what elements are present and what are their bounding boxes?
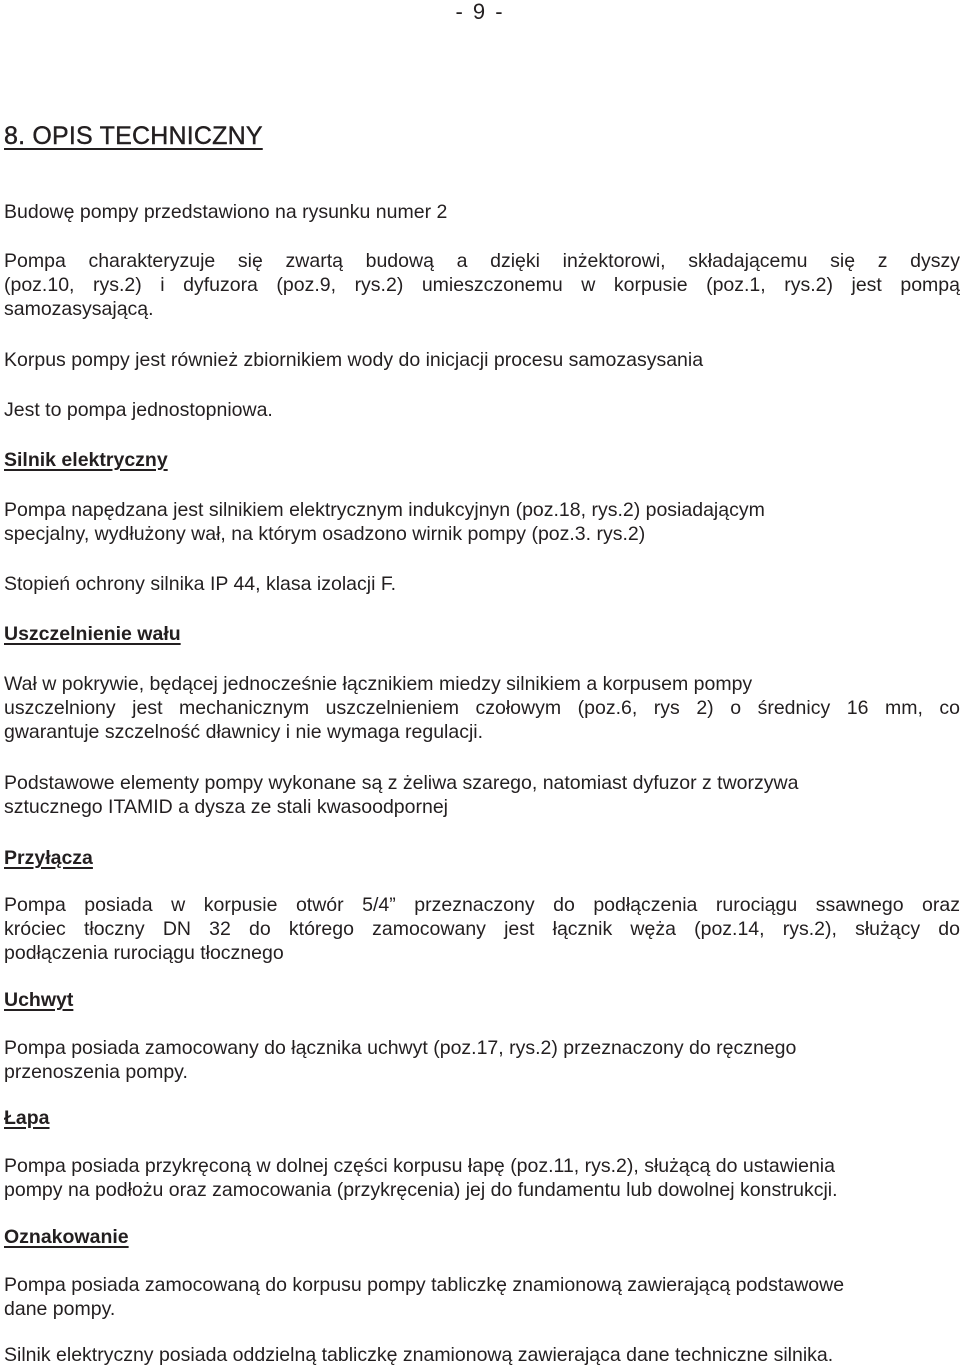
text-line: sztucznego ITAMID a dysza ze stali kwasoodpornej (4, 796, 449, 818)
text-line: Stopień ochrony silnika IP 44, klasa izolacji F. (4, 573, 397, 595)
lapa-paragraph-1 (4, 1154, 960, 1202)
text-line: pompy na podłożu oraz zamocowania (przykręcenia) jej do fundamentu lub dowolnej konstrukcji. (4, 1179, 838, 1201)
heading-uszczelnienie-walu: Uszczelnienie wału (4, 623, 181, 645)
text-line: Pompa napędzana jest silnikiem elektrycznym indukcyjnyn (poz.18, rys.2) posiadającym (4, 499, 765, 521)
text-line: dane pompy. (4, 1298, 116, 1320)
text-line: Podstawowe elementy pompy wykonane są z żeliwa szarego, natomiast dyfuzor z tworzywa (4, 772, 799, 794)
text-line: Silnik elektryczny posiada oddzielną tabliczkę znamionową zawierająca dane techniczne silnika. (4, 1344, 834, 1366)
page-number: - 9 - (455, 0, 505, 24)
text-line: samozasysającą. (4, 298, 154, 320)
text-line: Wał w pokrywie, będącej jednocześnie łącznikiem miedzy silnikiem a korpusem pompy (4, 673, 753, 695)
text-line: przenoszenia pompy. (4, 1061, 188, 1083)
text-line: podłączenia rurociągu tłocznego (4, 942, 284, 964)
text-line: (poz.10, rys.2) i dyfuzora (poz.9, rys.2) umieszczonemu w korpusie (poz.1, rys.2) jest pompą (4, 274, 960, 296)
heading-lapa: Łapa (4, 1107, 50, 1129)
oznakowanie-paragraph-1 (4, 1273, 960, 1321)
uszczelnienie-paragraph-2 (4, 771, 960, 819)
intro-paragraph-2 (4, 249, 960, 321)
text-line: specjalny, wydłużony wał, na którym osadzono wirnik pompy (poz.3. rys.2) (4, 523, 646, 545)
section-title: 8. OPIS TECHNICZNY (4, 122, 263, 150)
text-line: Pompa posiada zamocowaną do korpusu pompy tabliczkę znamionową zawierającą podstawowe (4, 1274, 845, 1296)
text-line: Pompa posiada przykręconą w dolnej części korpusu łapę (poz.11, rys.2), służącą do ustawienia (4, 1155, 835, 1177)
przylacza-paragraph-1 (4, 893, 960, 965)
text-line: gwarantuje szczelność dławnicy i nie wymaga regulacji. (4, 721, 484, 743)
heading-przylacza: Przyłącza (4, 847, 93, 869)
text-line: uszczelniony jest mechanicznym uszczelnieniem czołowym (poz.6, rys 2) o średnicy 16 mm, co (4, 697, 960, 719)
heading-uchwyt: Uchwyt (4, 989, 74, 1011)
heading-silnik-elektryczny: Silnik elektryczny (4, 449, 168, 471)
text-line: Korpus pompy jest również zbiornikiem wody do inicjacji procesu samozasysania (4, 349, 704, 371)
text-line: króciec tłoczny DN 32 do którego zamocowany jest łącznik węża (poz.14, rys.2), służący do (4, 918, 960, 940)
text-line: Budowę pompy przedstawiono na rysunku numer 2 (4, 201, 448, 223)
text-line: Pompa posiada w korpusie otwór 5/4” przeznaczony do podłączenia rurociągu ssawnego oraz (4, 894, 960, 916)
silnik-paragraph-2 (4, 572, 960, 596)
oznakowanie-paragraph-2 (4, 1343, 960, 1367)
intro-paragraph-4 (4, 398, 960, 422)
uszczelnienie-paragraph-1 (4, 672, 960, 744)
intro-paragraph-1 (4, 200, 960, 224)
uchwyt-paragraph-1 (4, 1036, 960, 1084)
text-line: Jest to pompa jednostopniowa. (4, 399, 273, 421)
silnik-paragraph-1 (4, 498, 960, 546)
text-line: Pompa posiada zamocowany do łącznika uchwyt (poz.17, rys.2) przeznaczony do ręcznego (4, 1037, 797, 1059)
heading-oznakowanie: Oznakowanie (4, 1226, 129, 1248)
intro-paragraph-3 (4, 348, 960, 372)
text-line: Pompa charakteryzuje się zwartą budową a dzięki inżektorowi, składającemu się z dyszy (4, 250, 960, 272)
